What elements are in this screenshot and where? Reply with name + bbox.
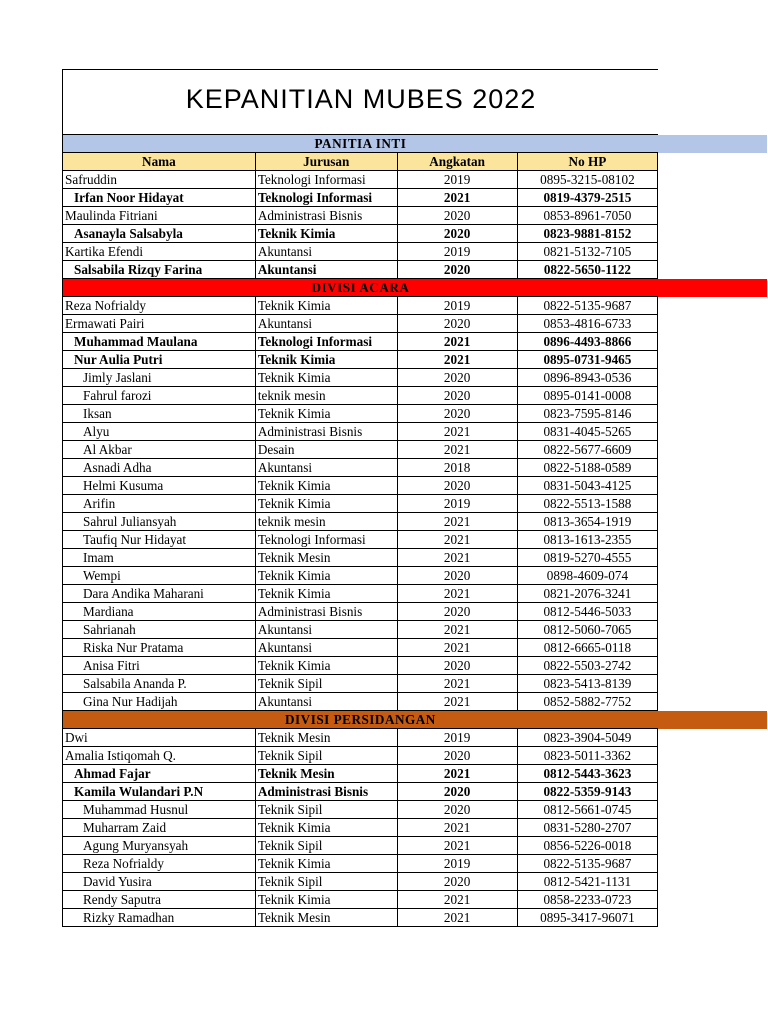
cell-jurusan[interactable]: Teknik Kimia — [255, 225, 397, 243]
cell-jurusan[interactable]: teknik mesin — [255, 387, 397, 405]
cell-nama[interactable]: Amalia Istiqomah Q. — [63, 747, 256, 765]
cell-jurusan[interactable]: Teknik Sipil — [255, 675, 397, 693]
table-row — [63, 459, 768, 477]
cell-nama[interactable]: David Yusira — [63, 873, 256, 891]
table-row — [63, 783, 768, 801]
cell-nama[interactable]: Irfan Noor Hidayat — [63, 189, 256, 207]
empty-cell — [658, 477, 768, 495]
cell-angkatan[interactable]: 2021 — [397, 441, 517, 459]
cell-angkatan[interactable]: 2021 — [397, 585, 517, 603]
cell-nama[interactable]: Riska Nur Pratama — [63, 639, 256, 657]
cell-nama[interactable]: Fahrul farozi — [63, 387, 256, 405]
section-header-row — [63, 711, 768, 729]
empty-cell — [658, 459, 768, 477]
cell-angkatan[interactable]: 2021 — [397, 765, 517, 783]
cell-hp[interactable]: 0853-4816-6733 — [517, 315, 658, 333]
cell-hp[interactable]: 0823-5413-8139 — [517, 675, 658, 693]
cell-hp[interactable]: 0896-4493-8866 — [517, 333, 658, 351]
empty-cell — [658, 189, 768, 207]
cell-jurusan[interactable]: Teknik Kimia — [255, 657, 397, 675]
empty-cell — [658, 603, 768, 621]
cell-hp[interactable]: 0821-5132-7105 — [517, 243, 658, 261]
section-title[interactable]: DIVISI PERSIDANGAN — [63, 711, 658, 729]
cell-angkatan[interactable]: 2019 — [397, 243, 517, 261]
cell-hp[interactable]: 0812-5446-5033 — [517, 603, 658, 621]
cell-jurusan[interactable]: teknik mesin — [255, 513, 397, 531]
empty-cell — [658, 513, 768, 531]
empty-cell — [658, 765, 768, 783]
empty-cell — [658, 351, 768, 369]
cell-angkatan[interactable]: 2021 — [397, 513, 517, 531]
cell-nama[interactable]: Mardiana — [63, 603, 256, 621]
cell-jurusan[interactable]: Desain — [255, 441, 397, 459]
cell-hp[interactable]: 0812-5060-7065 — [517, 621, 658, 639]
cell-nama[interactable]: Muhammad Maulana — [63, 333, 256, 351]
table-row — [63, 495, 768, 513]
cell-angkatan[interactable]: 2021 — [397, 189, 517, 207]
table-row — [63, 477, 768, 495]
cell-nama[interactable]: Reza Nofrialdy — [63, 855, 256, 873]
cell-nama[interactable]: Iksan — [63, 405, 256, 423]
cell-angkatan[interactable]: 2020 — [397, 747, 517, 765]
table-row — [63, 207, 768, 225]
cell-jurusan[interactable]: Teknik Kimia — [255, 297, 397, 315]
section-header-row — [63, 135, 768, 153]
cell-nama[interactable]: Kamila Wulandari P.N — [63, 783, 256, 801]
cell-angkatan[interactable]: 2020 — [397, 567, 517, 585]
section-title[interactable]: PANITIA INTI — [63, 135, 658, 153]
table-row — [63, 639, 768, 657]
column-header[interactable]: Jurusan — [255, 153, 397, 171]
cell-angkatan[interactable]: 2021 — [397, 333, 517, 351]
empty-cell — [658, 171, 768, 189]
cell-nama[interactable]: Arifin — [63, 495, 256, 513]
cell-hp[interactable]: 0812-5443-3623 — [517, 765, 658, 783]
table-row — [63, 819, 768, 837]
cell-jurusan[interactable]: Teknik Sipil — [255, 747, 397, 765]
cell-hp[interactable]: 0821-2076-3241 — [517, 585, 658, 603]
cell-nama[interactable]: Asanayla Salsabyla — [63, 225, 256, 243]
table-row — [63, 369, 768, 387]
table-row — [63, 873, 768, 891]
cell-hp[interactable]: 0822-5188-0589 — [517, 459, 658, 477]
empty-cell — [658, 225, 768, 243]
cell-jurusan[interactable]: Akuntansi — [255, 621, 397, 639]
table-row — [63, 693, 768, 711]
table-row — [63, 387, 768, 405]
cell-jurusan[interactable]: Teknik Mesin — [255, 909, 397, 927]
cell-angkatan[interactable]: 2020 — [397, 783, 517, 801]
empty-cell — [658, 657, 768, 675]
cell-angkatan[interactable]: 2021 — [397, 693, 517, 711]
cell-hp[interactable]: 0856-5226-0018 — [517, 837, 658, 855]
cell-jurusan[interactable]: Administrasi Bisnis — [255, 423, 397, 441]
empty-cell — [658, 675, 768, 693]
cell-nama[interactable]: Wempi — [63, 567, 256, 585]
empty-cell — [658, 387, 768, 405]
column-header[interactable]: No HP — [517, 153, 658, 171]
cell-angkatan[interactable]: 2020 — [397, 477, 517, 495]
cell-jurusan[interactable]: Teknik Kimia — [255, 477, 397, 495]
cell-angkatan[interactable]: 2020 — [397, 225, 517, 243]
cell-jurusan[interactable]: Teknik Mesin — [255, 765, 397, 783]
cell-nama[interactable]: Nur Aulia Putri — [63, 351, 256, 369]
cell-jurusan[interactable]: Teknik Kimia — [255, 369, 397, 387]
cell-nama[interactable]: Muharram Zaid — [63, 819, 256, 837]
cell-nama[interactable]: Kartika Efendi — [63, 243, 256, 261]
cell-hp[interactable]: 0822-5359-9143 — [517, 783, 658, 801]
table-row — [63, 315, 768, 333]
cell-angkatan[interactable]: 2021 — [397, 351, 517, 369]
table-row — [63, 549, 768, 567]
cell-jurusan[interactable]: Teknologi Informasi — [255, 189, 397, 207]
cell-jurusan[interactable]: Akuntansi — [255, 693, 397, 711]
cell-angkatan[interactable]: 2021 — [397, 837, 517, 855]
cell-hp[interactable]: 0895-0731-9465 — [517, 351, 658, 369]
table-row — [63, 189, 768, 207]
table-row — [63, 765, 768, 783]
cell-hp[interactable]: 0822-5650-1122 — [517, 261, 658, 279]
cell-angkatan[interactable]: 2021 — [397, 891, 517, 909]
empty-cell — [658, 639, 768, 657]
empty-cell — [658, 441, 768, 459]
cell-nama[interactable]: Muhammad Husnul — [63, 801, 256, 819]
cell-angkatan[interactable]: 2020 — [397, 603, 517, 621]
cell-angkatan[interactable]: 2019 — [397, 297, 517, 315]
cell-hp[interactable]: 0823-7595-8146 — [517, 405, 658, 423]
cell-jurusan[interactable]: Teknologi Informasi — [255, 333, 397, 351]
cell-hp[interactable]: 0822-5677-6609 — [517, 441, 658, 459]
cell-angkatan[interactable]: 2020 — [397, 405, 517, 423]
cell-hp[interactable]: 0819-5270-4555 — [517, 549, 658, 567]
cell-angkatan[interactable]: 2020 — [397, 801, 517, 819]
empty-cell — [658, 891, 768, 909]
cell-hp[interactable]: 0823-3904-5049 — [517, 729, 658, 747]
cell-hp[interactable]: 0895-3215-08102 — [517, 171, 658, 189]
empty-cell — [658, 207, 768, 225]
cell-hp[interactable]: 0852-5882-7752 — [517, 693, 658, 711]
cell-jurusan[interactable]: Teknik Sipil — [255, 837, 397, 855]
cell-angkatan[interactable]: 2021 — [397, 675, 517, 693]
cell-angkatan[interactable]: 2020 — [397, 315, 517, 333]
cell-jurusan[interactable]: Teknik Kimia — [255, 855, 397, 873]
table-row — [63, 837, 768, 855]
empty-cell — [658, 801, 768, 819]
table-row — [63, 441, 768, 459]
cell-jurusan[interactable]: Akuntansi — [255, 261, 397, 279]
empty-cell — [658, 369, 768, 387]
cell-angkatan[interactable]: 2020 — [397, 369, 517, 387]
table-row — [63, 531, 768, 549]
table-row — [63, 729, 768, 747]
cell-angkatan[interactable]: 2021 — [397, 531, 517, 549]
table-row — [63, 333, 768, 351]
cell-hp[interactable]: 0822-5503-2742 — [517, 657, 658, 675]
cell-jurusan[interactable]: Teknologi Informasi — [255, 531, 397, 549]
cell-nama[interactable]: Alyu — [63, 423, 256, 441]
cell-hp[interactable]: 0812-5421-1131 — [517, 873, 658, 891]
cell-jurusan[interactable]: Administrasi Bisnis — [255, 603, 397, 621]
table-row — [63, 801, 768, 819]
cell-jurusan[interactable]: Teknologi Informasi — [255, 171, 397, 189]
table-row — [63, 891, 768, 909]
cell-angkatan[interactable]: 2020 — [397, 207, 517, 225]
cell-angkatan[interactable]: 2020 — [397, 657, 517, 675]
cell-angkatan[interactable]: 2020 — [397, 261, 517, 279]
cell-hp[interactable]: 0853-8961-7050 — [517, 207, 658, 225]
cell-nama[interactable]: Sahrianah — [63, 621, 256, 639]
table-row — [63, 261, 768, 279]
cell-jurusan[interactable]: Teknik Kimia — [255, 891, 397, 909]
cell-angkatan[interactable]: 2021 — [397, 621, 517, 639]
cell-angkatan[interactable]: 2018 — [397, 459, 517, 477]
table-row — [63, 585, 768, 603]
cell-nama[interactable]: Agung Muryansyah — [63, 837, 256, 855]
cell-hp[interactable]: 0895-3417-96071 — [517, 909, 658, 927]
cell-jurusan[interactable]: Administrasi Bisnis — [255, 783, 397, 801]
empty-cell — [658, 549, 768, 567]
table-row — [63, 513, 768, 531]
cell-jurusan[interactable]: Akuntansi — [255, 315, 397, 333]
column-header[interactable]: Angkatan — [397, 153, 517, 171]
cell-nama[interactable]: Taufiq Nur Hidayat — [63, 531, 256, 549]
empty-cell — [658, 261, 768, 279]
cell-hp[interactable]: 0895-0141-0008 — [517, 387, 658, 405]
cell-hp[interactable]: 0822-5513-1588 — [517, 495, 658, 513]
cell-nama[interactable]: Salsabila Ananda P. — [63, 675, 256, 693]
cell-nama[interactable]: Imam — [63, 549, 256, 567]
empty-cell — [658, 819, 768, 837]
cell-jurusan[interactable]: Teknik Kimia — [255, 819, 397, 837]
empty-cell — [658, 747, 768, 765]
table-row — [63, 351, 768, 369]
table-row — [63, 297, 768, 315]
cell-jurusan[interactable]: Administrasi Bisnis — [255, 207, 397, 225]
table-row — [63, 567, 768, 585]
empty-cell — [658, 873, 768, 891]
empty-cell — [658, 495, 768, 513]
cell-jurusan[interactable]: Akuntansi — [255, 243, 397, 261]
cell-nama[interactable]: Anisa Fitri — [63, 657, 256, 675]
table-row — [63, 603, 768, 621]
cell-nama[interactable]: Ahmad Fajar — [63, 765, 256, 783]
empty-cell — [658, 153, 768, 171]
cell-nama[interactable]: Jimly Jaslani — [63, 369, 256, 387]
cell-hp[interactable]: 0831-4045-5265 — [517, 423, 658, 441]
cell-jurusan[interactable]: Teknik Kimia — [255, 405, 397, 423]
empty-cell — [658, 783, 768, 801]
empty-cell — [658, 243, 768, 261]
empty-cell — [658, 837, 768, 855]
empty-cell — [658, 621, 768, 639]
cell-hp[interactable]: 0898-4609-074 — [517, 567, 658, 585]
cell-hp[interactable]: 0896-8943-0536 — [517, 369, 658, 387]
cell-nama[interactable]: Safruddin — [63, 171, 256, 189]
empty-cell — [658, 693, 768, 711]
table-row — [63, 909, 768, 927]
empty-cell — [658, 855, 768, 873]
empty-cell — [658, 297, 768, 315]
committee-table — [62, 134, 768, 927]
section-fill — [658, 279, 768, 297]
cell-jurusan[interactable]: Akuntansi — [255, 459, 397, 477]
cell-nama[interactable]: Rizky Ramadhan — [63, 909, 256, 927]
cell-hp[interactable]: 0858-2233-0723 — [517, 891, 658, 909]
cell-jurusan[interactable]: Teknik Mesin — [255, 549, 397, 567]
table-row — [63, 225, 768, 243]
table-row — [63, 855, 768, 873]
empty-cell — [658, 909, 768, 927]
cell-hp[interactable]: 0831-5280-2707 — [517, 819, 658, 837]
cell-nama[interactable]: Dwi — [63, 729, 256, 747]
cell-nama[interactable]: Gina Nur Hadijah — [63, 693, 256, 711]
cell-hp[interactable]: 0813-1613-2355 — [517, 531, 658, 549]
cell-angkatan[interactable]: 2021 — [397, 909, 517, 927]
empty-cell — [658, 423, 768, 441]
table-body — [63, 135, 768, 927]
cell-jurusan[interactable]: Teknik Kimia — [255, 351, 397, 369]
table-row — [63, 747, 768, 765]
cell-jurusan[interactable]: Teknik Kimia — [255, 495, 397, 513]
cell-jurusan[interactable]: Teknik Mesin — [255, 729, 397, 747]
cell-hp[interactable]: 0812-5661-0745 — [517, 801, 658, 819]
cell-angkatan[interactable]: 2020 — [397, 387, 517, 405]
section-fill — [658, 135, 768, 153]
cell-hp[interactable]: 0822-5135-9687 — [517, 855, 658, 873]
cell-hp[interactable]: 0819-4379-2515 — [517, 189, 658, 207]
cell-jurusan[interactable]: Teknik Kimia — [255, 585, 397, 603]
cell-jurusan[interactable]: Teknik Sipil — [255, 873, 397, 891]
cell-hp[interactable]: 0823-9881-8152 — [517, 225, 658, 243]
cell-hp[interactable]: 0822-5135-9687 — [517, 297, 658, 315]
cell-nama[interactable]: Maulinda Fitriani — [63, 207, 256, 225]
column-header[interactable]: Nama — [63, 153, 256, 171]
cell-hp[interactable]: 0831-5043-4125 — [517, 477, 658, 495]
empty-cell — [658, 729, 768, 747]
empty-cell — [658, 405, 768, 423]
cell-nama[interactable]: Asnadi Adha — [63, 459, 256, 477]
empty-cell — [658, 567, 768, 585]
cell-jurusan[interactable]: Teknik Sipil — [255, 801, 397, 819]
empty-cell — [658, 585, 768, 603]
cell-nama[interactable]: Dara Andika Maharani — [63, 585, 256, 603]
table-row — [63, 171, 768, 189]
table-row — [63, 675, 768, 693]
table-row — [63, 243, 768, 261]
empty-cell — [658, 531, 768, 549]
cell-angkatan[interactable]: 2020 — [397, 873, 517, 891]
cell-nama[interactable]: Ermawati Pairi — [63, 315, 256, 333]
cell-angkatan[interactable]: 2019 — [397, 729, 517, 747]
table-row — [63, 657, 768, 675]
cell-nama[interactable]: Helmi Kusuma — [63, 477, 256, 495]
cell-nama[interactable]: Reza Nofrialdy — [63, 297, 256, 315]
section-fill — [658, 711, 768, 729]
cell-nama[interactable]: Sahrul Juliansyah — [63, 513, 256, 531]
cell-angkatan[interactable]: 2019 — [397, 171, 517, 189]
empty-cell — [658, 315, 768, 333]
cell-nama[interactable]: Al Akbar — [63, 441, 256, 459]
table-row — [63, 423, 768, 441]
cell-angkatan[interactable]: 2021 — [397, 423, 517, 441]
cell-angkatan[interactable]: 2021 — [397, 819, 517, 837]
table-row — [63, 405, 768, 423]
title-cell[interactable] — [62, 69, 658, 134]
page-title: KEPANITIAN MUBES 2022 — [185, 84, 537, 114]
cell-hp[interactable]: 0823-5011-3362 — [517, 747, 658, 765]
cell-hp[interactable]: 0812-6665-0118 — [517, 639, 658, 657]
section-header-row — [63, 279, 768, 297]
cell-nama[interactable]: Salsabila Rizqy Farina — [63, 261, 256, 279]
cell-angkatan[interactable]: 2019 — [397, 855, 517, 873]
cell-angkatan[interactable]: 2021 — [397, 639, 517, 657]
cell-jurusan[interactable]: Teknik Kimia — [255, 567, 397, 585]
cell-nama[interactable]: Rendy Saputra — [63, 891, 256, 909]
cell-angkatan[interactable]: 2021 — [397, 549, 517, 567]
empty-cell — [658, 333, 768, 351]
table-row — [63, 621, 768, 639]
cell-hp[interactable]: 0813-3654-1919 — [517, 513, 658, 531]
column-header-row — [63, 153, 768, 171]
section-title[interactable]: DIVISI ACARA — [63, 279, 658, 297]
cell-angkatan[interactable]: 2019 — [397, 495, 517, 513]
cell-jurusan[interactable]: Akuntansi — [255, 639, 397, 657]
